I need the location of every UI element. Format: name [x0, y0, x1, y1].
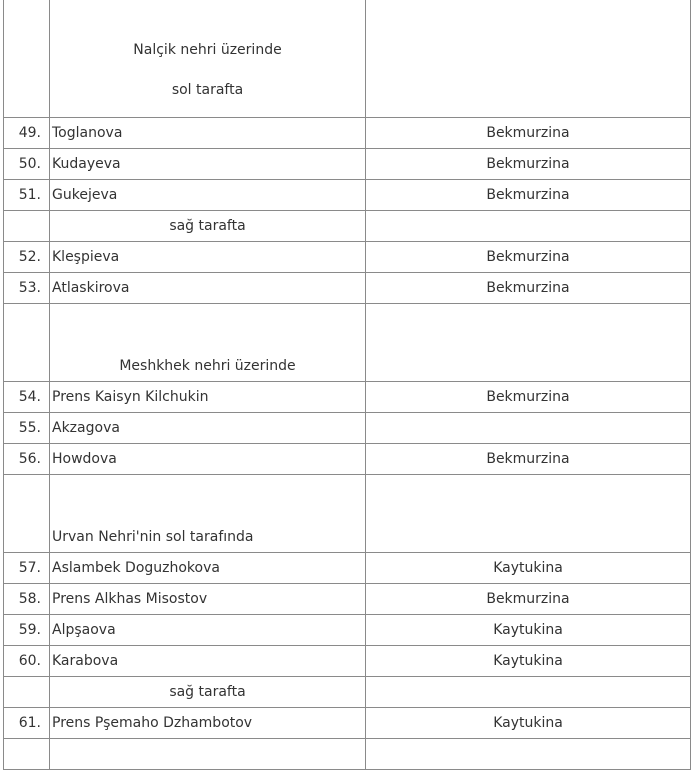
nalcik-left-label: sol tarafta	[171, 82, 244, 98]
table-row: 57. Aslambek Doguzhokova Kaytukina	[4, 553, 691, 584]
meshkhek-heading: Meshkhek nehri üzerinde	[50, 304, 366, 382]
section-row	[4, 475, 691, 553]
table-row: 59. Alpşaova Kaytukina	[4, 615, 691, 646]
table-row: 61. Prens Pşemaho Dzhambotov Kaytukina	[4, 708, 691, 739]
section-row	[4, 304, 691, 382]
table-row: 60. Karabova Kaytukina	[4, 646, 691, 677]
table-row: 52. Kleşpieva Bekmurzina	[4, 242, 691, 273]
table-row: 55. Akzagova	[4, 413, 691, 444]
nalcik-right-label: sağ tarafta	[50, 211, 366, 242]
section-row	[4, 677, 691, 708]
table-row: 49. Toglanova Bekmurzina	[4, 118, 691, 149]
table-row: 58. Prens Alkhas Misostov Bekmurzina	[4, 584, 691, 615]
table-row: 50. Kudayeva Bekmurzina	[4, 149, 691, 180]
section-heading	[50, 0, 366, 118]
settlements-table	[3, 0, 691, 770]
nalcik-heading: Nalçik nehri üzerinde	[133, 42, 282, 58]
table-row	[4, 739, 691, 770]
table-row: 53. Atlaskirova Bekmurzina	[4, 273, 691, 304]
table-row: 56. Howdova Bekmurzina	[4, 444, 691, 475]
table-row: 54. Prens Kaisyn Kilchukin Bekmurzina	[4, 382, 691, 413]
urvan-left-heading: Urvan Nehri'nin sol tarafında	[50, 475, 366, 553]
urvan-right-label: sağ tarafta	[50, 677, 366, 708]
table-row: 51. Gukejeva Bekmurzina	[4, 180, 691, 211]
section-row	[4, 0, 691, 118]
section-row	[4, 211, 691, 242]
